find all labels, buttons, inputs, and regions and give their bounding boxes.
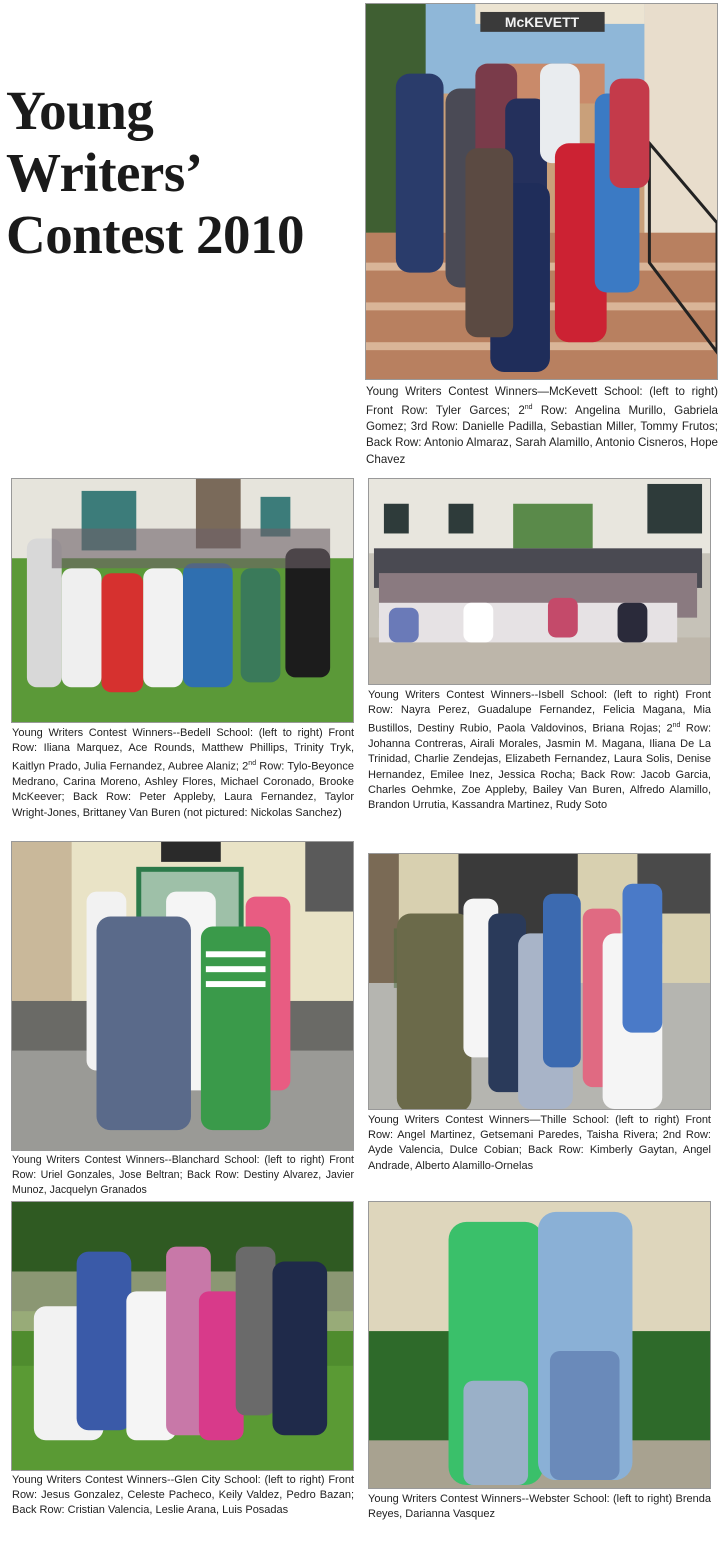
webster-photo (368, 1201, 711, 1489)
blanchard-caption: Young Writers Contest Winners--Blanchard School: (left to right) Front Row: Uriel Gonzales, Jose Beltran; Back Row: Destiny Alvarez, Javier Munoz, Jacquelyn Granados (12, 1154, 354, 1196)
glencity-caption: Young Writers Contest Winners--Glen City School: (left to right) Front Row: Jesus Gonzalez, Celeste Pacheco, Keily Valdez, Pedro Bazan; Back Row: Cristian Valencia, Leslie Arana, Luis Posadas (12, 1474, 354, 1517)
bedell-caption: Young Writers Contest Winners--Bedell School: (left to right) Front Row: Iliana Marquez, Ace Rounds, Matthew Phillips, Trinity Tryk, Kaitlyn Prado, Julia Fernandez, Aubree Alaniz; 2nd Row: Tylo-Beyonce Medrano, Carina Moreno, Ashley Flores, Michael Coronado, Brooke McKeever; Back Row: Peter Appleby, Laura Fernandez, Taylor Wright-Jones, Brittaney Van Buren (not pictured: Nickolas Sanchez) (12, 727, 355, 819)
page-title (6, 80, 356, 266)
webster-caption: Young Writers Contest Winners--Webster School: (left to right) Brenda Reyes, Darianna Vasquez (368, 1493, 711, 1521)
school-sign: McKEVETT (504, 13, 580, 30)
isbell-photo (368, 478, 711, 685)
title-line-1: Young Writers’ (6, 80, 203, 203)
mckevett-photo (365, 3, 718, 380)
thille-photo (368, 853, 711, 1110)
bedell-photo (11, 478, 354, 723)
glencity-photo (11, 1201, 354, 1471)
blanchard-photo (11, 841, 354, 1151)
isbell-caption: Young Writers Contest Winners--Isbell School: (left to right) Front Row: Nayra Perez, Guadalupe Fernandez, Felicia Magana, Mia Bustillos, Destiny Rubio, Paola Valdovinos, Briana Rojas; 2nd Row: Johanna Contreras, Airali Morales, Jasmin M. Magana, Iliana De La Trinidad, Charlie Zendejas, Elizabeth Fernandez, Laura Solis, Denise Hernandez, Emilee Inez, Jessica Rocha; Back Row: Jacob Garcia, Charles Oehmke, Zoe Appleby, Bailey Van Buren, Alfredo Alamillo, Brandon Urrutia, Kassandra Martinez, Rudy Soto (368, 689, 711, 812)
mckevett-caption: Young Writers Contest Winners—McKevett School: (left to right) Front Row: Tyler Garces; 2nd Row: Angelina Murillo, Gabriela Gomez; 3rd Row: Danielle Padilla, Sebastian Miller, Tommy Frutos; Back Row: Antonio Almaraz, Sarah Alamillo, Antonio Cisneros, Hope Chavez (366, 385, 719, 466)
thille-caption: Young Writers Contest Winners—Thille School: (left to right) Front Row: Angel Martinez, Getsemani Paredes, Taisha Rivera; 2nd Row: Ayde Valencia, Dulce Cobian; Back Row: Kimberly Gaytan, Angel Andrade, Alberto Alamillo-Ornelas (368, 1114, 711, 1172)
title-line-2: Contest 2010 (6, 204, 305, 265)
